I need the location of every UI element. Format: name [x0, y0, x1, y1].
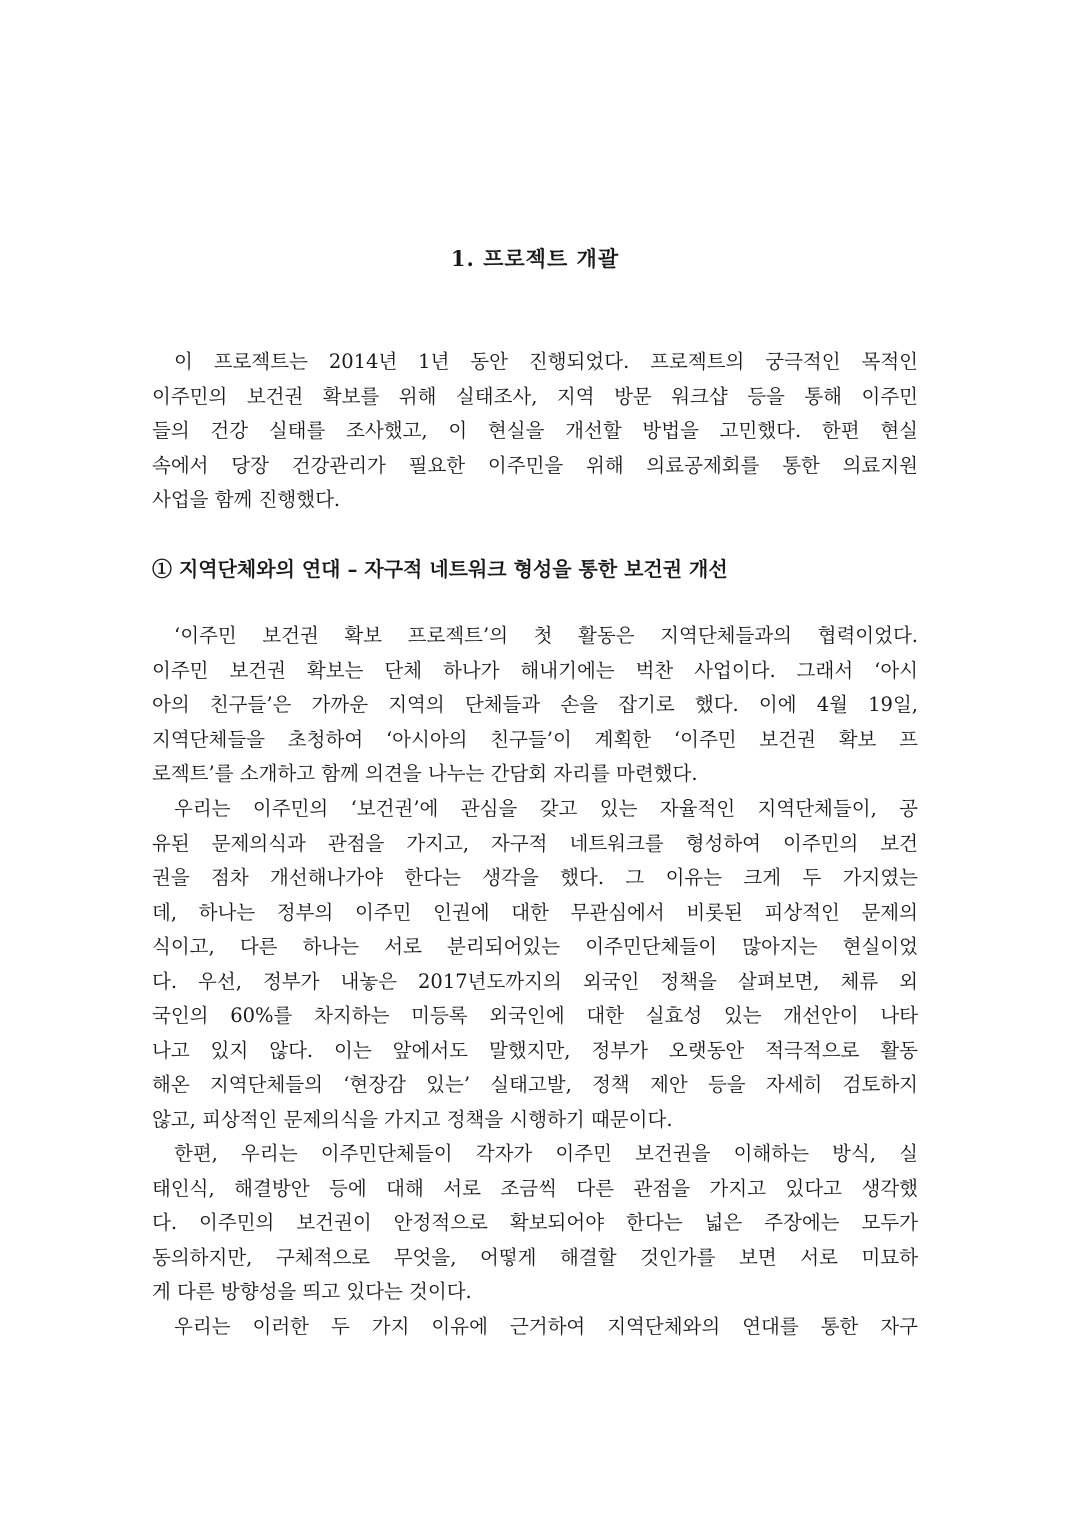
text-line: 데, 하나는 정부의 이주민 인권에 대한 무관심에서 비롯된 피상적인 문제의 [152, 900, 918, 924]
section-heading: ① 지역단체와의 연대 – 자구적 네트워크 형성을 통한 보건권 개선 [152, 557, 728, 581]
text-line: 나고 있지 않다. 이는 앞에서도 말했지만, 정부가 오랫동안 적극적으로 활동 [152, 1038, 918, 1062]
text-line: 아의 친구들’은 가까운 지역의 단체들과 손을 잡기로 했다. 이에 4월 19일, [152, 693, 918, 716]
text-line: 들의 건강 실태를 조사했고, 이 현실을 개선할 방법을 고민했다. 한편 현실 [152, 419, 918, 442]
paragraph [152, 792, 918, 1137]
text-line: 사업을 함께 진행했다. [152, 488, 341, 511]
document-page [152, 0, 918, 1514]
paragraph [152, 619, 918, 792]
text-line: 태인식, 해결방안 등에 대해 서로 조금씩 다른 관점을 가지고 있다고 생각했 [152, 1176, 918, 1200]
paragraph [152, 1137, 918, 1310]
text-line: 식이고, 다른 하나는 서로 분리되어있는 이주민단체들이 많아지는 현실이었 [152, 935, 918, 958]
text-line: 권을 점차 개선해나가야 한다는 생각을 했다. 그 이유는 크게 두 가지였는 [152, 866, 918, 889]
text-line: 속에서 당장 건강관리가 필요한 이주민을 위해 의료공제회를 통한 의료지원 [152, 453, 918, 477]
text-line: 유된 문제의식과 관점을 가지고, 자구적 네트워크를 형성하여 이주민의 보건 [152, 831, 918, 855]
text-line: ‘이주민 보건권 확보 프로젝트’의 첫 활동은 지역단체들과의 협력이었다. [174, 624, 918, 647]
text-line: 않고, 피상적인 문제의식을 가지고 정책을 시행하기 때문이다. [152, 1107, 673, 1131]
text-line: 다. 우선, 정부가 내놓은 2017년도까지의 외국인 정책을 살펴보면, 체류 외 [152, 969, 918, 993]
text-line: 한편, 우리는 이주민단체들이 각자가 이주민 보건권을 이해하는 방식, 실 [174, 1142, 918, 1165]
text-line: 이주민의 보건권 확보를 위해 실태조사, 지역 방문 워크샵 등을 통해 이주민 [152, 384, 918, 408]
text-line: 이 프로젝트는 2014년 1년 동안 진행되었다. 프로젝트의 궁극적인 목적인 [174, 350, 918, 373]
text-line: 국인의 60%를 차지하는 미등록 외국인에 대한 실효성 있는 개선안이 나타 [152, 1004, 918, 1027]
page-title: 1. 프로젝트 개괄 [450, 246, 620, 271]
text-line: 우리는 이러한 두 가지 이유에 근거하여 지역단체와의 연대를 통한 자구 [174, 1315, 918, 1338]
text-line: 게 다른 방향성을 띄고 있다는 것이다. [152, 1280, 472, 1303]
paragraph [152, 1310, 918, 1345]
text-line: 우리는 이주민의 ‘보건권’에 관심을 갖고 있는 자율적인 지역단체들이, 공 [174, 797, 918, 820]
text-line: 이주민 보건권 확보는 단체 하나가 해내기에는 벅찬 사업이다. 그래서 ‘아시 [152, 658, 918, 682]
text-line: 지역단체들을 초청하여 ‘아시아의 친구들’이 계획한 ‘이주민 보건권 확보 프 [152, 727, 918, 751]
text-line: 해온 지역단체들의 ‘현장감 있는’ 실태고발, 정책 제안 등을 자세히 검토하지 [152, 1073, 918, 1096]
text-line: 다. 이주민의 보건권이 안정적으로 확보되어야 한다는 넓은 주장에는 모두가 [152, 1211, 918, 1234]
text-line: 로젝트’를 소개하고 함께 의견을 나누는 간담회 자리를 마련했다. [152, 762, 698, 785]
text-line: 동의하지만, 구체적으로 무엇을, 어떻게 해결할 것인가를 보면 서로 미묘하 [152, 1245, 918, 1269]
intro-paragraph [152, 345, 918, 518]
